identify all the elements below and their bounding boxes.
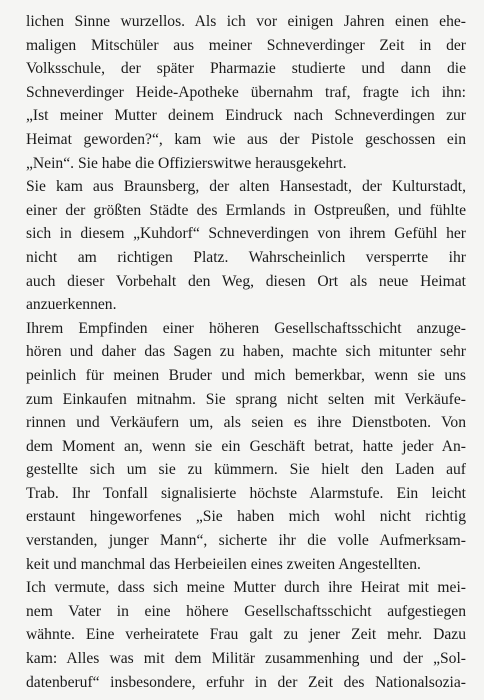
text-line: gestellte sich um sie zu kümmern. Sie hielt den Laden auf (26, 461, 466, 479)
text-line: Volksschule, der später Pharmazie studierte und dann die (26, 60, 466, 78)
text-line: sich in diesem „Kuhdorf“ Schneverdingen von ihrem Gefühl her (26, 225, 466, 243)
text-line: kam: Alles was mit dem Militär zusammenhing und der „Sol- (26, 650, 466, 668)
text-line: Ihrem Empfinden einer höheren Gesellschaftsschicht anzuge- (26, 319, 466, 337)
text-line: Ich vermute, dass sich meine Mutter durch ihre Heirat mit mei- (26, 579, 466, 597)
text-line: „Ist meiner Mutter deinem Eindruck nach Schneverdingen zur (26, 107, 466, 125)
text-line: datenberuf“ insbesondere, erfuhr in der Zeit des Nationalsozia- (26, 673, 466, 691)
text-line: zum Einkaufen mitnahm. Sie sprang nicht selten mit Verkäufe- (26, 390, 466, 408)
body-text (26, 10, 466, 694)
text-line: hören und daher das Sagen zu haben, machte sich mitunter sehr (26, 343, 466, 361)
text-line: Trab. Ihr Tonfall signalisierte höchste Alarmstufe. Ein leicht (26, 484, 466, 502)
text-line: rinnen und Verkäufern um, als seien es ihre Dienstboten. Von (26, 414, 466, 432)
text-line: wähnte. Eine verheiratete Frau galt zu jener Zeit mehr. Dazu (26, 626, 466, 644)
text-line: lichen Sinne wurzellos. Als ich vor einigen Jahren einen ehe- (26, 13, 466, 30)
text-line: anzuerkennen. (26, 296, 117, 314)
text-line: einer der größten Städte des Ermlands in Ostpreußen, und fühlte (26, 201, 466, 219)
text-line: peinlich für meinen Bruder und mich bemerkbar, wenn sie uns (26, 366, 466, 384)
text-line: maligen Mitschüler aus meiner Schneverdinger Zeit in der (26, 36, 466, 54)
text-line: verstanden, junger Mann“, sicherte ihr die volle Aufmerksam- (26, 532, 466, 550)
text-line: erstaunt hingeworfenes „Sie haben mich wohl nicht richtig (26, 508, 466, 526)
text-line: keit und manchmal das Herbeieilen eines zweiten Angestellten. (26, 555, 421, 573)
text-line: dem Moment an, wenn sie ein Geschäft betrat, hatte jeder An- (26, 437, 466, 455)
text-line: nem Vater in eine höhere Gesellschaftsschicht aufgestiegen (26, 602, 466, 620)
text-line: „Nein“. Sie habe die Offizierswitwe herausgekehrt. (26, 154, 347, 172)
text-line: Sie kam aus Braunsberg, der alten Hansestadt, der Kulturstadt, (26, 178, 466, 196)
text-line: auch dieser Vorbehalt den Weg, diesen Ort als neue Heimat (26, 272, 466, 290)
text-line: Heimat geworden?“, kam wie aus der Pistole geschossen ein (26, 130, 466, 148)
text-line: nicht am richtigen Platz. Wahrscheinlich versperrte ihr (26, 248, 466, 266)
text-line: Schneverdinger Heide-Apotheke übernahm traf, fragte ich ihn: (26, 83, 466, 101)
